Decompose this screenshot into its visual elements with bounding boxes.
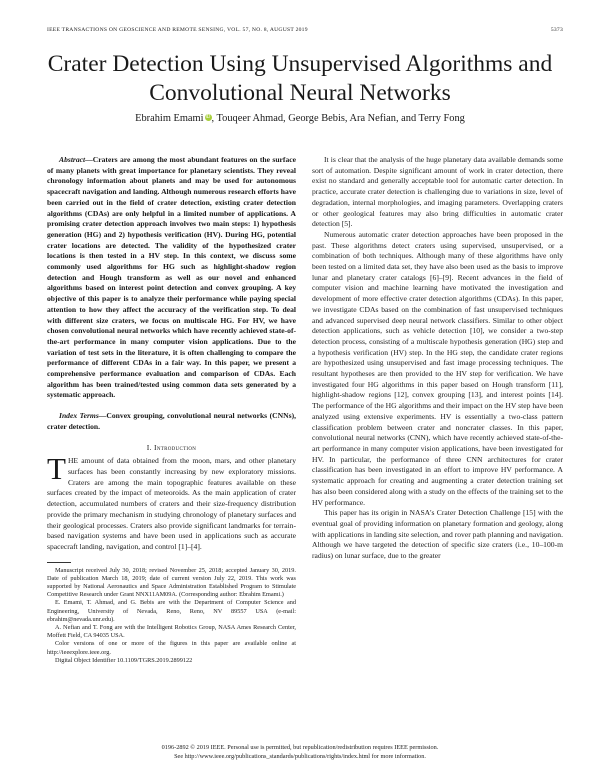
- index-terms-text: —Convex grouping, convolutional neural networks (CNNs), crater detection.: [47, 411, 297, 431]
- footnote-item: Color versions of one or more of the figures in this paper are available online at http://ieeexplore.ieee.org.: [47, 640, 296, 656]
- abstract: [47, 155, 296, 401]
- paper-title: Crater Detection Using Unsupervised Algorithms and Convolutional Neural Networks: [47, 51, 553, 106]
- orcid-icon[interactable]: iD: [205, 114, 211, 120]
- abstract-label: Abstract: [59, 155, 86, 164]
- copyright-line: 0196-2892 © 2019 IEEE. Personal use is permitted, but republication/redistribution requires IEEE permission.: [161, 744, 439, 751]
- footnote-item: E. Emami, T. Ahmad, and G. Bebis are with the Department of Computer Science and Engineering, University of Nevada, Reno, Reno, NV 89557 USA (e-mail: ebrahim@nevada.unr.edu).: [47, 599, 296, 623]
- intro-text: amount of data obtained from the moon, mars, and other planetary surfaces has been constantly increasing by new exploratory missions. Craters are among the main topographic features available on these surfaces created by the impact of meteoroids. As the main application of crater detection, accumulated numbers of craters and their size-frequency distribution provide the primary mechanism in studying chronology of planetary surfaces and their geological processes. Craters also provide significant landmarks for terrain-based navigation systems and have been used in applications such as accurate spacecraft landing, navigation, and control [1]–[4].: [47, 456, 296, 551]
- section-heading: [47, 443, 296, 454]
- author-names: [135, 113, 465, 124]
- left-column: [47, 155, 296, 665]
- intro-first-word: HE: [67, 456, 79, 466]
- footnote-item: Digital Object Identifier 10.1109/TGRS.2019.2899122: [55, 656, 193, 664]
- body-paragraph: This paper has its origin in NASA's Crater Detection Challenge [15] with the eventual goal of providing information on planetary formation and geology, along with applications in landing site selection, and rover path planning and navigation. Although we have targeted the detection of specific size craters (i.e., 10–100-m radius) on lunar surface, due to the greater: [312, 508, 563, 561]
- rights-link-line: See http://www.ieee.org/publications_standards/publications/rights/index.html for more information.: [174, 753, 426, 760]
- footnote-rule: [47, 562, 71, 563]
- footnote-item: A. Nefian and T. Fong are with the Intelligent Robotics Group, NASA Ames Research Center, Moffett Field, CA 94035 USA.: [47, 624, 296, 640]
- drop-cap: T: [47, 451, 66, 487]
- running-header: [47, 27, 563, 33]
- right-column: [312, 155, 563, 562]
- page-number: 5373: [550, 27, 563, 33]
- section-title: Introduction: [153, 442, 197, 452]
- index-terms: [47, 411, 296, 432]
- body-paragraph: Numerous automatic crater detection approaches have been proposed in the past. These algorithms detect craters using supervised, unsupervised, or a combination of both techniques. Although many of these algorithms have only been tested on a limited data set, they have also been used as the basis to improve lunar and planetary crater catalogs [6]–[9]. Recent advances in the field of computer vision and machine learning have motivated the investigation and development of more effective crater detection algorithms (CDAs). In this paper, we investigate CDAs based on the combination of fast unsupervised techniques and advanced supervised deep neural network classifiers. Similar to other object detection applications, such as vehicle detection [10], we consider a two-step detection process, consisting of a multiscale hypothesis generation (HG) step and a hypothesis verification (HV) step. In the HG step, the candidate crater regions are hypothesized using unsupervised and fast image processing techniques. The resultant hypotheses are then provided to the HV step for verification. We have investigated four HG algorithms in this paper based on Hough transform [11], highlight-shadow regions [12], convex grouping [13], and interest points [14]. The performance of the HG algorithms and their impact on the HV step have been analyzed using extensive experiments. HV is essentially a two-class pattern classification problem between crater and noncrater classes. In this paper, convolutional neural networks (CNN), which have recently achieved state-of-the-art performance in many computer vision applications, have been investigated for HV. In particular, the performance of three CNN architectures for crater classification has been investigated in an effort to improve HV performance. A systematic approach for creating and augmenting a crater detection training set has also been considered along with a study on the effects of the training set to the HV performance.: [312, 229, 563, 507]
- abstract-text: —Craters are among the most abundant features on the surface of many planets with great importance for planetary scientists. They reveal chronology information about planets and may be used for autonomous spacecraft navigation and landing. Although numerous research efforts have been carried out in the field of crater detection, existing crater detection algorithms (CDAs) are only helpful in a limited number of applications. A promising crater detection approach involves two main steps: 1) hypothesis generation (HG) and 2) hypothesis verification (HV). During HG, potential crater locations are detected. The validity of the hypothesized crater locations is then tested in a HV step. In this context, we discuss some commonly used algorithms for HG such as highlight-shadow region detection and Hough transform as well as our novel and enhanced algorithms based on interest point detection and convex grouping. A key objective of this paper is to analyze their performance while paying special attention to how they affect the accuracy of the verification step. To deal with different size craters, we focus on multiscale HG. For HV, we have chosen convolutional neural networks which have recently achieved state-of-the-art performance in many computer vision applications. Due to the variation of test sets in the literature, it is often challenging to compare the performance of different CDAs in a fair way. In this paper, we present a comprehensive performance evaluation and comparison of CDAs. Each algorithm has been trained/tested using common data sets generated by a systematic approach.: [47, 155, 296, 400]
- footnote-item: Manuscript received July 30, 2018; revised November 25, 2018; accepted January 30, 2019. Date of publication March 18, 2019; date of current version July 22, 2019. This work was supported by National Aeronautics and Space Administration Established Program to Stimulate Competitive Research under Grant NNX11AM09A. (Corresponding author: Ebrahim Emami.): [47, 566, 296, 599]
- footnotes: [47, 567, 296, 665]
- introduction-paragraph: [47, 451, 296, 552]
- body-paragraph: It is clear that the analysis of the huge planetary data available demands some sort of automation. Despite significant amount of work in crater detection, there exist no standard and generally acceptable tool for automatic carter detection. In practice, accurate crater detection is challenging due to variations in size, level of degradation, internal morphologies, and imaging parameters. Overlapping craters or other geological features may also bring difficulties in automatic crater detection [5].: [312, 155, 563, 229]
- author-line: [0, 113, 600, 124]
- index-terms-label: Index Terms: [59, 411, 99, 421]
- coauthors: , Touqeer Ahmad, George Bebis, Ara Nefian, and Terry Fong: [211, 113, 465, 124]
- journal-name: IEEE TRANSACTIONS ON GEOSCIENCE AND REMOTE SENSING, VOL. 57, NO. 8, AUGUST 2019: [47, 27, 308, 33]
- section-number: I.: [146, 442, 152, 452]
- first-author: Ebrahim Emami: [135, 113, 204, 124]
